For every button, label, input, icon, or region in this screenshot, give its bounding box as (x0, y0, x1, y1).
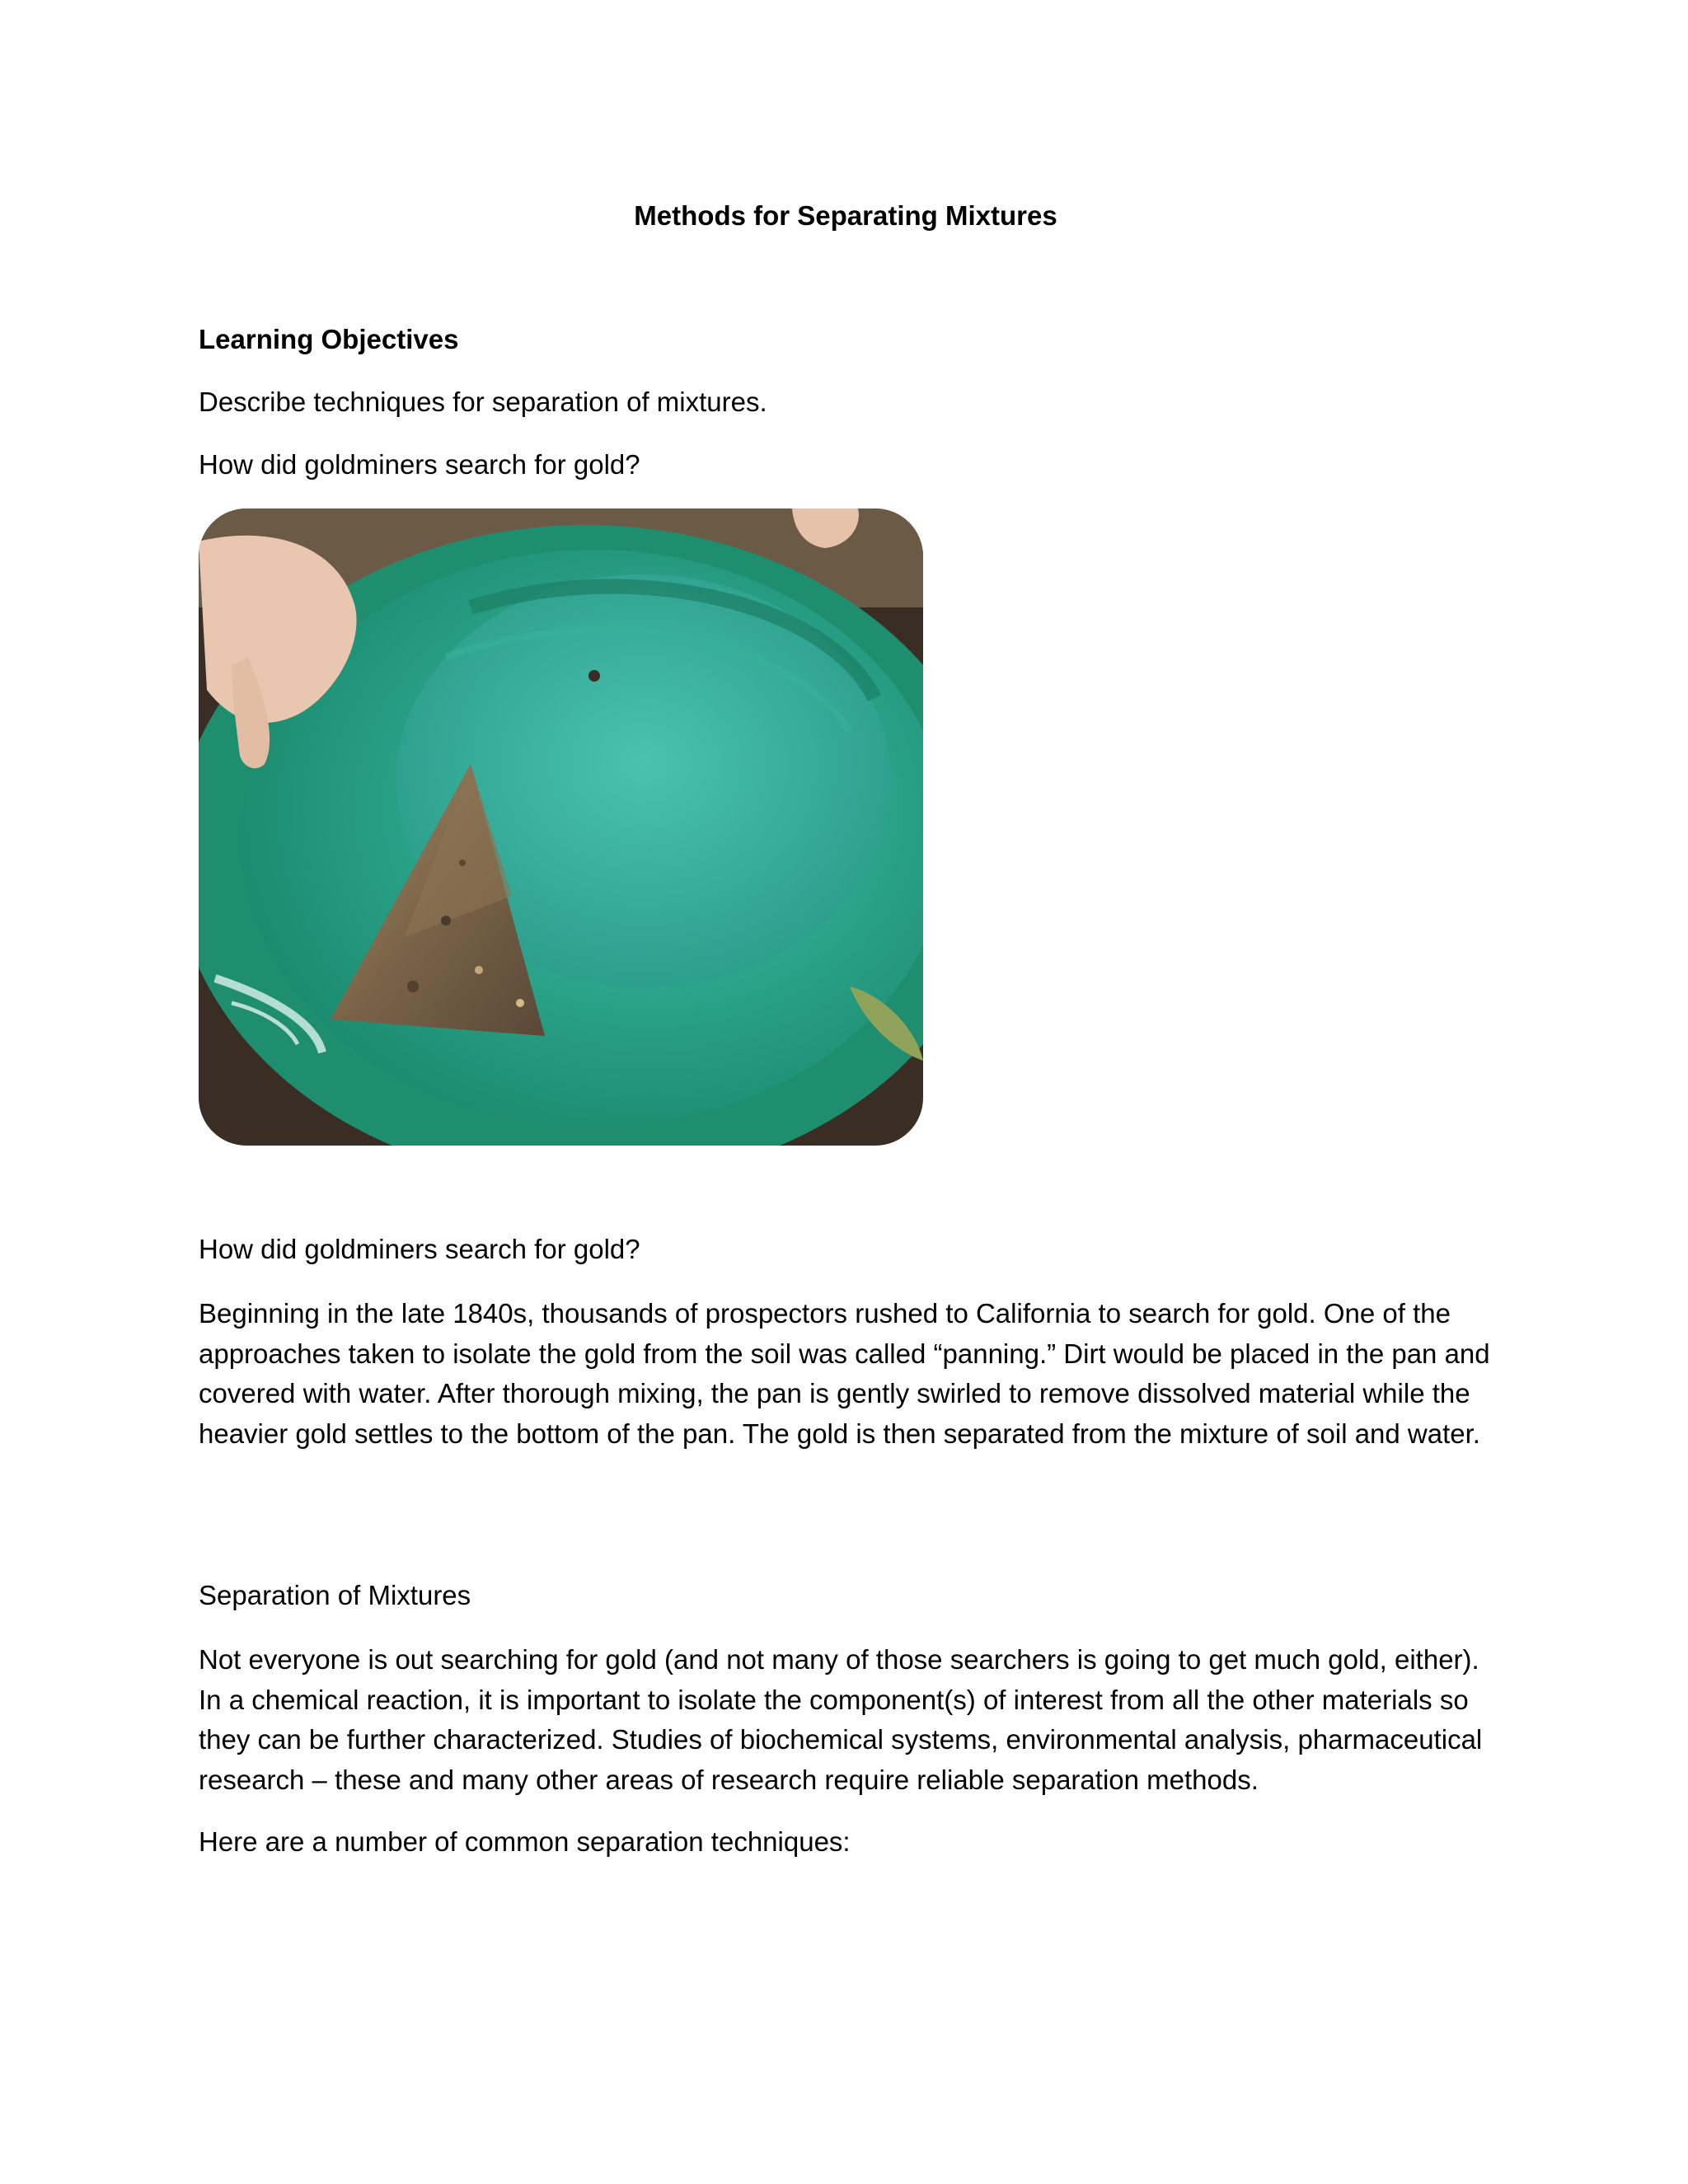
learning-objective-text: Describe techniques for separation of mixtures. (199, 387, 767, 417)
gold-panning-photo (199, 509, 923, 1146)
document-title: Methods for Separating Mixtures (634, 200, 1057, 231)
intro-question: How did goldminers search for gold? (199, 449, 640, 480)
learning-objectives-heading: Learning Objectives (199, 324, 459, 354)
repeat-question: How did goldminers search for gold? (199, 1234, 640, 1264)
separation-heading: Separation of Mixtures (199, 1580, 471, 1610)
techniques-intro: Here are a number of common separation techniques: (199, 1826, 851, 1857)
separation-paragraph: Not everyone is out searching for gold (and not many of those searchers is going to get much gold, either). In a chemical reaction, it is important to isolate the component(s) of interest from all the other materials so they can be further characterized. Studies of biochemical systems, environmental analysis, pharmaceutical research – these and many other areas of research require reliable separation methods. (199, 1644, 1483, 1795)
panning-paragraph: Beginning in the late 1840s, thousands of prospectors rushed to California to search for gold. One of the approaches taken to isolate the gold from the soil was called “panning.” Dirt would be placed in the pan and covered with water. After thorough mixing, the pan is gently swirled to remove dissolved material while the heavier gold settles to the bottom of the pan. The gold is then separated from the mixture of soil and water. (199, 1298, 1490, 1449)
